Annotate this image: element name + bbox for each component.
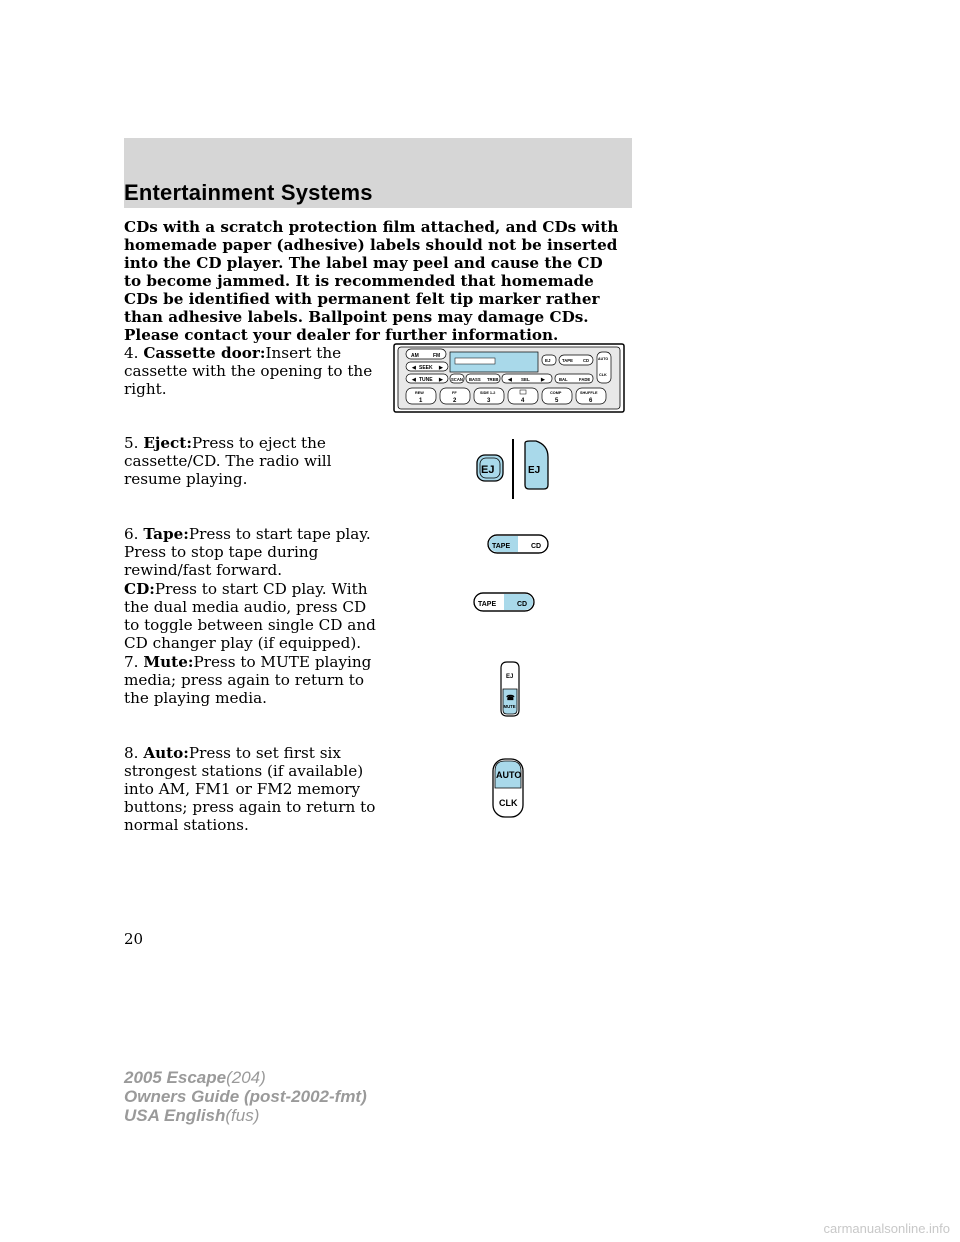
- svg-text:FADE: FADE: [579, 377, 591, 382]
- svg-text:MUTE: MUTE: [503, 704, 516, 709]
- item-tape: 6. Tape:Press to start tape play. Press to stop tape during rewind/fast forward.: [124, 525, 371, 579]
- svg-text:▶: ▶: [541, 377, 545, 383]
- svg-text:COMP: COMP: [550, 391, 562, 395]
- page-title: Entertainment Systems: [124, 180, 373, 205]
- svg-text:1: 1: [419, 398, 423, 404]
- svg-text:AUTO: AUTO: [598, 357, 609, 361]
- svg-text:EJ: EJ: [481, 464, 495, 476]
- svg-text:EJ: EJ: [545, 358, 551, 363]
- clk-label: CLK: [499, 798, 518, 808]
- svg-text:EJ: EJ: [528, 465, 541, 476]
- watermark: carmanualsonline.info: [823, 1221, 950, 1236]
- svg-text:TAPE: TAPE: [562, 358, 573, 363]
- tape-label: TAPE: [492, 543, 511, 550]
- svg-text:SIDE 1-2: SIDE 1-2: [480, 391, 496, 395]
- svg-text:TUNE: TUNE: [419, 377, 433, 383]
- svg-text:FF: FF: [452, 391, 457, 395]
- svg-text:EJ: EJ: [506, 674, 514, 680]
- svg-text:4: 4: [521, 398, 525, 404]
- auto-label: AUTO: [496, 770, 522, 780]
- svg-text:TREB: TREB: [487, 377, 499, 382]
- svg-text:◀: ◀: [412, 365, 416, 371]
- eject-button-figure: [470, 437, 555, 501]
- svg-text:FM: FM: [433, 353, 441, 359]
- cd-warning-paragraph: CDs with a scratch protection film attached, and CDs with homemade paper (adhesive) labels should not be inserted into the CD player. The label may peel and cause the CD to become jammed. It is recommended that homemade CDs be identified with permanent felt tip marker rather than adhesive labels. Ballpoint pens may damage CDs. Please contact your dealer for further information.: [124, 218, 619, 344]
- cd-label: CD: [531, 543, 542, 550]
- svg-text:CLK: CLK: [599, 373, 607, 377]
- page-number: 20: [124, 930, 144, 948]
- svg-text:▶: ▶: [439, 377, 443, 383]
- item-cd: CD:Press to start CD play. With the dual media audio, press CD to toggle between single CD and CD changer play (if equipped).: [124, 580, 376, 652]
- svg-text:3: 3: [487, 398, 491, 404]
- footer: 2005 Escape(204) Owners Guide (post-2002-fmt) USA English(fus): [124, 1068, 367, 1125]
- svg-text:BAL: BAL: [559, 377, 568, 382]
- radio-faceplate-figure: [393, 343, 625, 413]
- tape-label: TAPE: [478, 601, 497, 608]
- mute-button-figure: [497, 660, 523, 718]
- svg-text:SEEK: SEEK: [419, 365, 433, 371]
- svg-text:6: 6: [589, 398, 593, 404]
- tape-button-figure: [486, 532, 550, 556]
- svg-text:REW: REW: [415, 391, 424, 395]
- svg-text:5: 5: [555, 398, 559, 404]
- item-auto: 8. Auto:Press to set first six strongest stations (if available) into AM, FM1 or FM2 memory buttons; press again to return to normal stations.: [124, 744, 376, 834]
- svg-text:▶: ▶: [439, 365, 443, 371]
- svg-text:CD: CD: [583, 358, 590, 363]
- cd-label: CD: [517, 601, 528, 608]
- svg-text:◀: ◀: [508, 377, 512, 383]
- svg-text:AM: AM: [411, 353, 419, 359]
- item-cassette-door: 4. Cassette door:Insert the cassette with the opening to the right.: [124, 344, 373, 398]
- phone-icon: ☎: [506, 695, 515, 702]
- svg-text:SEL: SEL: [521, 377, 530, 382]
- auto-button-figure: [490, 756, 526, 820]
- svg-text:◀: ◀: [412, 377, 416, 383]
- svg-text:SHUFFLE: SHUFFLE: [580, 391, 598, 395]
- svg-text:BASS: BASS: [469, 377, 481, 382]
- svg-text:2: 2: [453, 398, 457, 404]
- svg-text:SCAN: SCAN: [451, 377, 463, 382]
- item-mute: 7. Mute:Press to MUTE playing media; press again to return to the playing media.: [124, 653, 372, 707]
- item-eject: 5. Eject:Press to eject the cassette/CD. The radio will resume playing.: [124, 434, 332, 488]
- cd-button-figure: [472, 590, 536, 614]
